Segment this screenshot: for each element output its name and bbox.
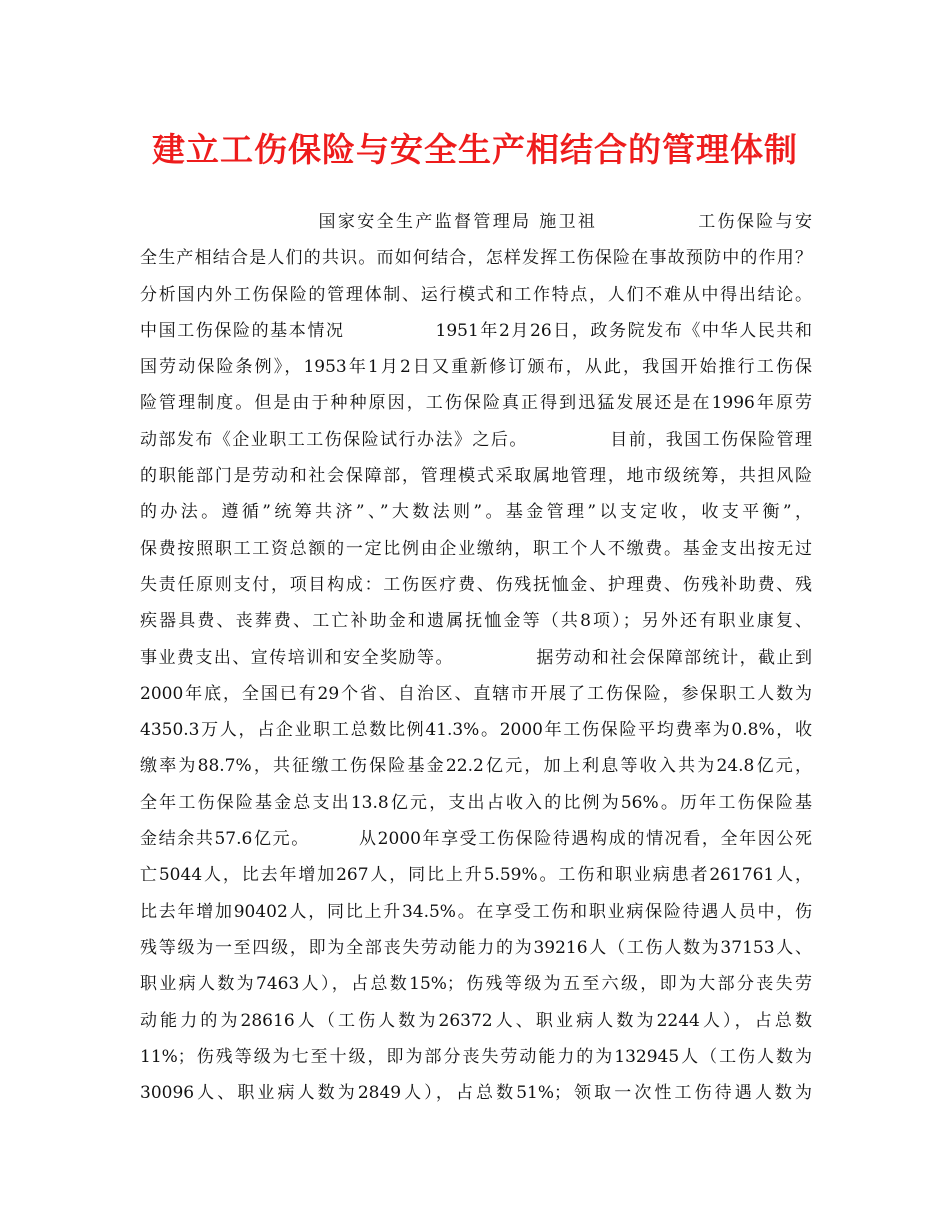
- body-text-line: 中国工伤保险的基本情况 1951年2月26日，政务院发布《中华人民共和: [140, 320, 812, 341]
- body-text-line: 的职能部门是劳动和社会保障部，管理模式采取属地管理，地市级统筹，共担风险: [140, 466, 812, 487]
- body-text-line: 全年工伤保险基金总支出13.8亿元，支出占收入的比例为56%。历年工伤保险基: [140, 792, 812, 813]
- body-text-line: 疾器具费、丧葬费、工亡补助金和遗属抚恤金等（共8项）；另外还有职业康复、: [140, 611, 812, 632]
- body-text-line: 国家安全生产监督管理局 施卫祖 工伤保险与安: [140, 212, 812, 232]
- body-text-line: 2000年底，全国已有29个省、自治区、直辖市开展了工伤保险，参保职工人数为: [140, 683, 812, 704]
- body-text-line: 4350.3万人，占企业职工总数比例41.3%。2000年工伤保险平均费率为0.8%，收: [140, 720, 812, 741]
- document-body: [140, 204, 812, 1111]
- body-text-line: 30096人、职业病人数为2849人），占总数51%；领取一次性工伤待遇人数为: [140, 1083, 812, 1104]
- body-text-line: 11%；伤残等级为七至十级，即为部分丧失劳动能力的为132945人（工伤人数为: [140, 1046, 812, 1067]
- body-text-line: 险管理制度。但是由于种种原因，工伤保险真正得到迅猛发展还是在1996年原劳: [140, 393, 812, 414]
- body-text-line: 保费按照职工工资总额的一定比例由企业缴纳，职工个人不缴费。基金支出按无过: [140, 538, 812, 559]
- body-text-line: 残等级为一至四级，即为全部丧失劳动能力的为39216人（工伤人数为37153人、: [140, 937, 812, 958]
- body-text-line: 动部发布《企业职工工伤保险试行办法》之后。 目前，我国工伤保险管理: [140, 429, 812, 450]
- document-title: 建立工伤保险与安全生产相结合的管理体制: [152, 130, 798, 169]
- body-text-line: 动能力的为28616人（工伤人数为26372人、职业病人数为2244人），占总数: [140, 1010, 812, 1031]
- body-text-line: 失责任原则支付，项目构成：工伤医疗费、伤残抚恤金、护理费、伤残补助费、残: [140, 574, 812, 595]
- body-text-line: 金结余共57.6亿元。 从2000年享受工伤保险待遇构成的情况看，全年因公死: [140, 829, 812, 850]
- body-text-line: 职业病人数为7463人），占总数15%；伤残等级为五至六级，即为大部分丧失劳: [140, 974, 812, 995]
- body-text-line: 的办法。遵循”统筹共济”、”大数法则”。基金管理”以支定收，收支平衡”，: [140, 502, 812, 523]
- body-text-line: 缴率为88.7%，共征缴工伤保险基金22.2亿元，加上利息等收入共为24.8亿元，: [140, 756, 812, 777]
- body-text-line: 分析国内外工伤保险的管理体制、运行模式和工作特点，人们不难从中得出结论。: [140, 284, 812, 305]
- body-text-line: 亡5044人，比去年增加267人，同比上升5.59%。工伤和职业病患者261761人，: [140, 865, 812, 886]
- body-text-line: 事业费支出、宣传培训和安全奖励等。 据劳动和社会保障部统计，截止到: [140, 647, 812, 668]
- body-text-line: 比去年增加90402人，同比上升34.5%。在享受工伤和职业病保险待遇人员中，伤: [140, 901, 812, 922]
- body-text-line: 全生产相结合是人们的共识。而如何结合，怎样发挥工伤保险在事故预防中的作用？: [140, 248, 812, 269]
- body-text-line: 国劳动保险条例》，1953年1月2日又重新修订颁布，从此，我国开始推行工伤保: [140, 357, 812, 378]
